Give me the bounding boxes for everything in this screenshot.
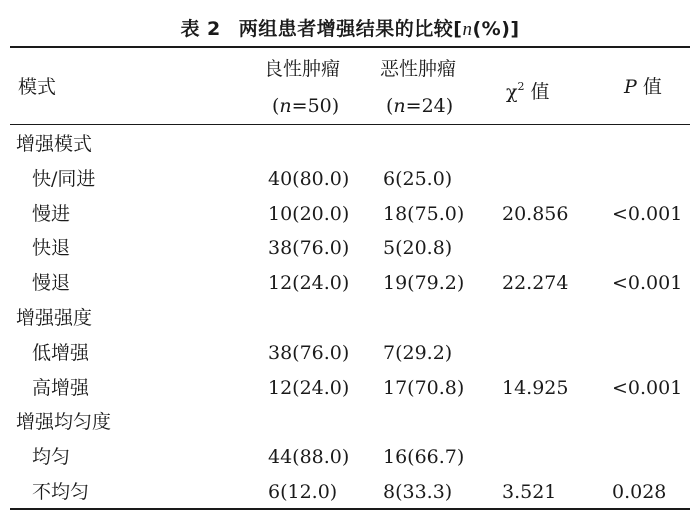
chi-square-cell: 14.925	[502, 376, 569, 399]
malignant-cell: 17(70.8)	[383, 376, 465, 399]
table-row	[0, 203, 700, 238]
table-section-row	[0, 307, 700, 342]
table-row	[0, 377, 700, 412]
p-value-cell: <0.001	[612, 202, 683, 225]
row-label: 高增强	[32, 376, 90, 399]
malignant-cell: 19(79.2)	[383, 272, 465, 295]
malignant-cell: 6(25.0)	[383, 167, 453, 190]
header-benign: 良性肿瘤	[264, 58, 341, 80]
benign-cell: 44(88.0)	[268, 446, 350, 469]
benign-cell: 40(80.0)	[268, 167, 350, 190]
table-section-row	[0, 133, 700, 168]
row-label: 增强强度	[16, 307, 93, 329]
p-value-cell: <0.001	[612, 376, 683, 399]
row-label: 不均匀	[32, 481, 90, 503]
table-row	[0, 446, 700, 481]
table-row	[0, 272, 700, 307]
chi-square-cell: 3.521	[502, 481, 557, 503]
malignant-cell: 7(29.2)	[383, 341, 453, 364]
row-label: 均匀	[32, 446, 71, 469]
header-malignant-n: (n=24)	[386, 95, 454, 117]
table-row	[0, 168, 700, 203]
table-section-row	[0, 411, 700, 446]
table-row	[0, 237, 700, 272]
row-label: 增强模式	[16, 133, 93, 155]
benign-cell: 38(76.0)	[268, 341, 350, 364]
benign-cell: 12(24.0)	[268, 272, 350, 295]
top-rule	[10, 46, 690, 48]
malignant-cell: 16(66.7)	[383, 446, 465, 469]
row-label: 快退	[32, 237, 71, 260]
bottom-rule	[10, 508, 690, 510]
benign-cell: 6(12.0)	[268, 481, 338, 503]
row-label: 慢进	[32, 202, 71, 225]
table-title-n-symbol: n	[462, 19, 473, 40]
header-benign-n: (n=50)	[272, 95, 340, 117]
malignant-cell: 8(33.3)	[383, 481, 453, 503]
header-chi-square: $\chi^2$ 值	[506, 80, 550, 103]
chi-square-cell: 20.856	[502, 202, 569, 225]
header-rule	[10, 124, 690, 125]
malignant-cell: 18(75.0)	[383, 202, 465, 225]
benign-cell: 10(20.0)	[268, 202, 350, 225]
p-value-cell: 0.028	[612, 481, 667, 503]
table-row	[0, 342, 700, 377]
benign-cell: 38(76.0)	[268, 237, 350, 260]
table-number: 表 2	[180, 18, 221, 40]
row-label: 快/同进	[32, 167, 96, 190]
header-mode: 模式	[18, 76, 57, 98]
row-label: 慢退	[32, 272, 71, 295]
chi-square-cell: 22.274	[502, 272, 569, 295]
table-title: 两组患者增强结果的比较[	[238, 18, 463, 40]
row-label: 低增强	[32, 341, 90, 364]
p-value-cell: <0.001	[612, 272, 683, 295]
malignant-cell: 5(20.8)	[383, 237, 453, 260]
benign-cell: 12(24.0)	[268, 376, 350, 399]
header-malignant: 恶性肿瘤	[380, 58, 457, 80]
table-caption	[0, 14, 700, 41]
table-title-suffix: (%)]	[472, 18, 520, 40]
row-label: 增强均匀度	[16, 411, 112, 434]
header-p-value: P 值	[624, 76, 662, 98]
